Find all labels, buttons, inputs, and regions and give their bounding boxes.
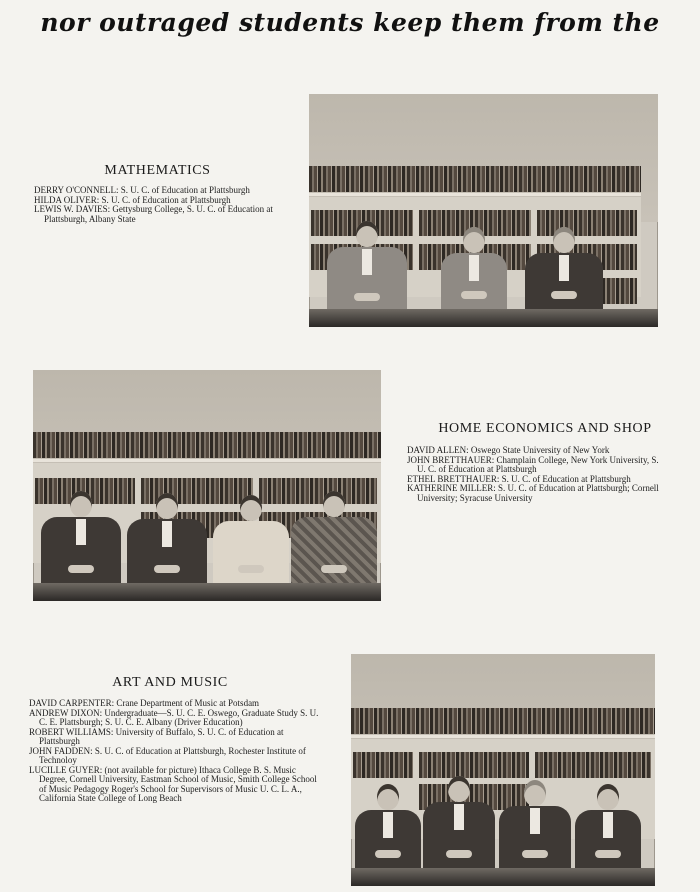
faculty-entry: HILDA OLIVER: S. U. C. of Education at Plattsburgh [34,194,231,205]
home-economics-faculty-photo [33,370,381,601]
page-headline: nor outraged students keep them from the [40,8,660,37]
section-title-home-economics: HOME ECONOMICS AND SHOP [438,421,652,436]
mathematics-entries [34,186,284,224]
faculty-entry: ROBERT WILLIAMS: University of Buffalo, S. U. C. of Education at Plattsburgh [29,726,284,746]
faculty-member [39,491,123,587]
faculty-entry: DERRY O'CONNELL: S. U. C. of Education at Plattsburgh [34,185,250,195]
faculty-entry: LEWIS W. DAVIES: Gettysburg College, S. U. C. of Education at Plattsburgh, Albany State [34,204,273,224]
home-economics-entries [407,446,659,503]
faculty-entry: DAVID CARPENTER: Crane Department of Music at Potsdam [29,698,260,708]
faculty-member [353,784,423,872]
faculty-entry: ANDREW DIXON: Undergraduate—S. U. C. E. Oswego, Graduate Study S. U. C. E. Plattsburgh; S. U. C. E. Albany (Driver Education) [29,707,319,727]
faculty-member [211,495,291,587]
faculty-member [319,221,415,313]
faculty-entry: ETHEL BRETTHAUER: S. U. C. of Education at Plattsburgh [407,473,631,484]
faculty-member [439,227,509,313]
faculty-entry: JOHN BRETTHAUER: Champlain College, New York University, S. U. C. of Education at Plattsburgh [407,454,659,474]
mathematics-faculty-photo [309,94,658,327]
faculty-member [289,491,379,587]
art-music-faculty-photo [351,654,655,886]
faculty-member [573,784,643,872]
section-title-art-music: ART AND MUSIC [112,675,228,690]
faculty-entry: JOHN FADDEN: S. U. C. of Education at Plattsburgh, Rochester Institute of Technoloy [29,745,306,765]
faculty-member [497,780,573,872]
section-title-mathematics: MATHEMATICS [104,163,211,178]
faculty-entry: DAVID ALLEN: Oswego State University of New York [407,445,610,455]
faculty-entry: LUCILLE GUYER: (not available for picture) Ithaca College B. S. Music Degree, Cornell University, Eastman School of Music, Smith College School of Music Pedagogy Roger's School for Supervisors of Music U. C. L. A., California State College of Long Beach [29,764,317,803]
faculty-member [521,227,607,313]
art-music-entries [29,699,324,804]
faculty-entry: KATHERINE MILLER: S. U. C. of Education at Plattsburgh; Cornell University; Syracuse University [407,483,659,503]
faculty-member [125,493,209,587]
faculty-member [421,776,497,872]
